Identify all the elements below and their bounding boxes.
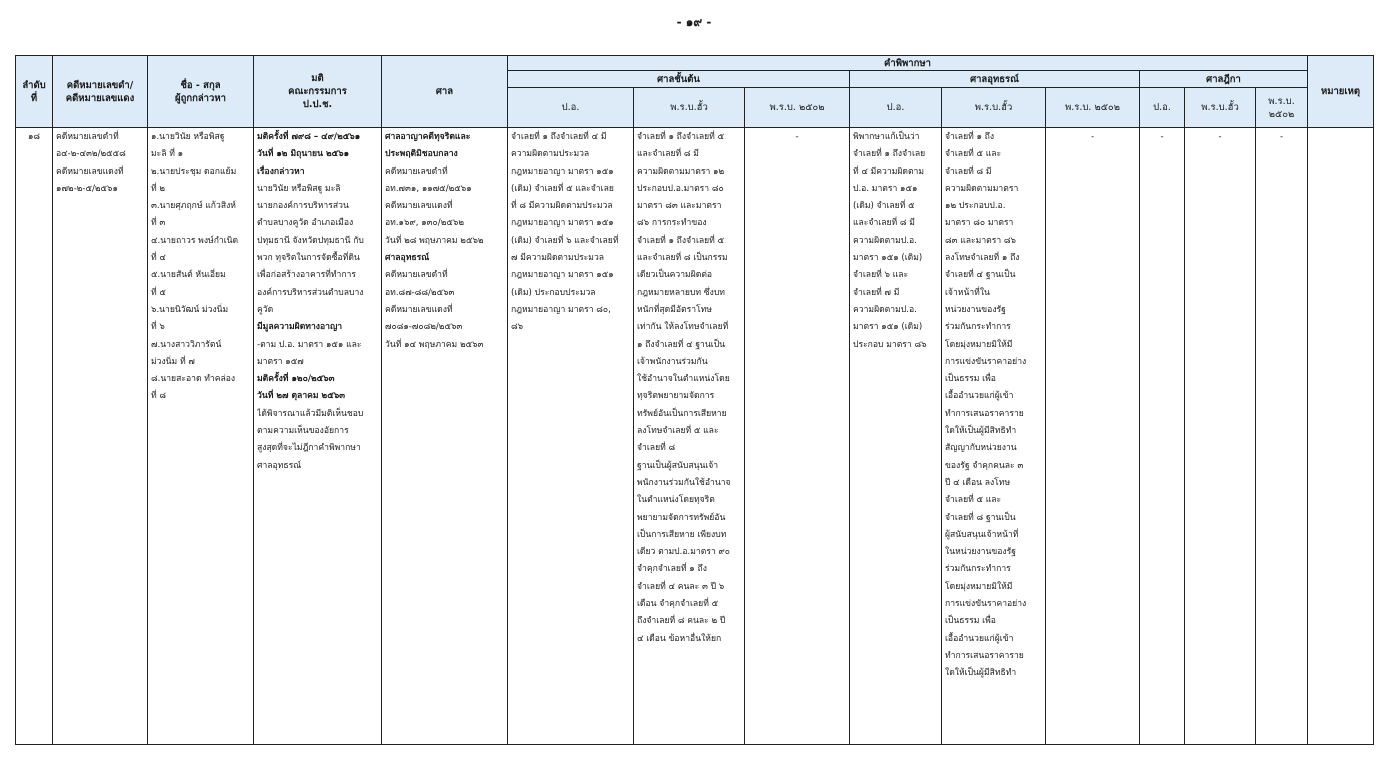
- cell-appeal-po-line: จำเลยที่ ๖ และ: [853, 270, 909, 281]
- cell-names-line: ที่ ๒: [151, 183, 166, 194]
- cell-appeal-po-line: มาตรา ๑๕๑ (เดิม): [853, 322, 923, 333]
- cell-names-line: ๕.นายสันต์ หันเอี่ยม: [151, 270, 226, 281]
- cell-resolution: [254, 128, 382, 745]
- cell-first-prb-fraud-line: ๔ เดือน ข้อหาอื่นให้ยก: [637, 633, 722, 644]
- cell-first-prb-fraud-line: ทรัพย์อันเป็นการเสียหาย: [637, 408, 727, 419]
- cell-court-line: ศาลอุทธรณ์: [385, 253, 430, 264]
- cell-appeal-prb-fraud-line: ใดให้เป็นผู้มีสิทธิทำ: [945, 668, 1017, 679]
- cell-first-prb-fraud-line: ถึงจำเลยที่ ๘ คนละ ๒ ปี: [637, 616, 726, 627]
- cell-appeal-prb-fraud-line: ความผิดตามมาตรา: [945, 183, 1019, 194]
- cell-appeal-po-line: ความผิดตามป.อ.: [853, 235, 917, 246]
- cell-appeal-prb-fraud-line: โดยมุ่งหมายมิให้มี: [945, 581, 1013, 592]
- header-appeal-po: ป.อ.: [850, 88, 942, 128]
- cell-names-line: ๘.นายสะอาด ทำคล่อง: [151, 374, 236, 385]
- cell-appeal-prb-fraud: [942, 128, 1046, 745]
- cell-resolution-line: เรื่องกล่าวหา: [257, 166, 305, 177]
- cell-appeal-prb-fraud-line: จำเลยที่ ๕ และ: [945, 495, 1002, 506]
- cell-first-po-line: กฎหมายอาญา มาตรา ๑๕๑: [511, 218, 614, 229]
- cell-appeal-prb-fraud-line: ใดให้เป็นผู้มีสิทธิทำ: [945, 426, 1017, 437]
- cell-first-prb-fraud-line: ทุจริตพยายามจัดการ: [637, 391, 715, 402]
- cell-court-line: ศาลอาญาคดีทุจริตและ: [385, 132, 471, 142]
- cell-names-line: ๗.นางสาววิภารัตน์: [151, 339, 222, 350]
- cell-court-line: คดีหมายเลขดำที่: [385, 270, 448, 281]
- header-appeal-prb-2502: พ.ร.บ. ๒๕๐๒: [1046, 88, 1140, 128]
- cell-first-prb-fraud-line: จำเลยที่ ๑ ถึงจำเลยที่ ๕: [637, 235, 725, 246]
- header-remark: หมายเหตุ: [1308, 56, 1374, 128]
- cell-appeal-prb-fraud-line: จำเลยที่ ๕ และ: [945, 149, 1002, 160]
- cell-resolution-line: วันที่ ๒๗ ตุลาคม ๒๕๖๓: [257, 391, 346, 402]
- cell-resolution-line: ปทุมธานี จังหวัดปทุมธานี กับ: [257, 235, 364, 246]
- cell-resolution-line: คูวัด: [257, 304, 274, 315]
- cell-case-no-line: ๑๗๒-๒-๕/๒๕๖๑: [56, 183, 118, 194]
- cell-first-prb-fraud-line: จำคุกจำเลยที่ ๑ ถึง: [637, 564, 707, 575]
- cell-first-prb-fraud-line: ประกอบป.อ.มาตรา ๘๐: [637, 183, 724, 194]
- cell-resolution-line: ตำบลบางคูวัด อำเภอเมือง: [257, 218, 354, 229]
- cell-first-prb-fraud-line: ใช้อำนาจในตำแหน่งโดย: [637, 374, 730, 385]
- cell-appeal-prb-fraud-line: เจ้าหน้าที่ใน: [945, 287, 990, 298]
- cell-no: ๑๘: [16, 128, 53, 745]
- header-court-first: ศาลชั้นต้น: [508, 71, 850, 88]
- cell-appeal-po: [850, 128, 942, 745]
- cell-names: [148, 128, 254, 745]
- cell-appeal-po-line: ที่ ๔ มีความผิดตาม: [853, 166, 925, 177]
- cell-appeal-po-line: ความผิดตามป.อ.: [853, 304, 917, 315]
- header-case-no: คดีหมายเลขดำ/ คดีหมายเลขแดง: [53, 56, 148, 128]
- cell-case-no-line: อ๔-๒-๔๓๒/๒๕๕๘: [56, 149, 126, 160]
- cell-court: [382, 128, 508, 745]
- cell-names-line: ที่ ๘: [151, 391, 167, 402]
- cell-resolution-line: มาตรา ๑๕๗: [257, 356, 304, 367]
- cell-appeal-prb-fraud-line: เอื้ออำนวยแก่ผู้เข้า: [945, 391, 1014, 402]
- cell-appeal-prb-fraud-line: ผู้สนับสนุนเจ้าหน้าที่: [945, 529, 1019, 540]
- cell-names-line: ๒.นายประชุม ดอกแย้ม: [151, 166, 237, 177]
- cell-resolution-line: สูงสุดที่จะไม่ฎีกาคำพิพากษา: [257, 443, 361, 454]
- cell-supreme-prb-fraud: -: [1185, 128, 1256, 745]
- cell-first-po-line: จำเลยที่ ๑ ถึงจำเลยที่ ๔ มี: [511, 132, 607, 142]
- cell-names-line: มะลิ ที่ ๑: [151, 149, 184, 160]
- cell-first-po-line: กฎหมายอาญา มาตรา ๑๕๑: [511, 270, 614, 281]
- header-appeal-prb-fraud: พ.ร.บ.ฮั้ว: [942, 88, 1046, 128]
- cell-appeal-prb-fraud-line: มาตรา ๘๐ มาตรา: [945, 218, 1014, 229]
- cell-resolution-line: นายกองค์การบริหารส่วน: [257, 201, 349, 212]
- cell-appeal-prb-fraud-line: เป็นธรรม เพื่อ: [945, 616, 996, 627]
- cell-first-po-line: (เดิม) จำเลยที่ ๖ และจำเลยที่: [511, 235, 619, 246]
- cell-case-no-line: คดีหมายเลขดำที่: [56, 132, 119, 142]
- cell-court-line: วันที่ ๑๔ พฤษภาคม ๒๕๖๓: [385, 339, 484, 350]
- cell-resolution-line: ได้พิจารณาแล้วมีมติเห็นชอบ: [257, 408, 364, 419]
- cell-appeal-prb-fraud-line: ร่วมกันกระทำการ: [945, 322, 1011, 333]
- header-resolution: มติ คณะกรรมการ ป.ป.ช.: [254, 56, 382, 128]
- cell-names-line: ๖.นายนิวัฒน์ ม่วงนิ่ม: [151, 304, 229, 315]
- cell-appeal-prb-fraud-line: เป็นธรรม เพื่อ: [945, 374, 996, 385]
- cell-resolution-line: ศาลอุทธรณ์: [257, 460, 302, 471]
- cell-resolution-line: นายวินัย หรือพิสฐู มะลิ: [257, 183, 341, 194]
- cell-first-prb-fraud: [634, 128, 745, 745]
- cell-resolution-line: มีมูลความผิดทางอาญา: [257, 322, 343, 333]
- cell-supreme-prb-2502: -: [1256, 128, 1308, 745]
- cell-first-prb-fraud-line: จำเลยที่ ๘: [637, 443, 676, 454]
- cell-court-line: อท.๑๖๙, ๑๓๐/๒๕๖๒: [385, 218, 464, 229]
- cell-resolution-line: มติครั้งที่ ๑๒๐/๒๕๖๓: [257, 374, 335, 385]
- cell-first-prb-fraud-line: จำเลยที่ ๔ คนละ ๓ ปี ๖: [637, 581, 725, 592]
- header-judgment: คำพิพากษา: [508, 56, 1308, 71]
- cell-court-line: วันที่ ๒๘ พฤษภาคม ๒๕๖๒: [385, 235, 484, 246]
- cell-appeal-prb-fraud-line: ลงโทษจำเลยที่ ๑ ถึง: [945, 253, 1020, 264]
- cell-resolution-line: พวก ทุจริตในการจัดซื้อที่ดิน: [257, 253, 360, 264]
- cell-appeal-prb-fraud-line: ทำการเสนอราคาราย: [945, 408, 1024, 419]
- cell-first-prb-fraud-line: เดียวเป็นความผิดต่อ: [637, 270, 713, 281]
- cell-first-po-line: (เดิม) ประกอบประมวล: [511, 287, 596, 298]
- cell-first-prb-fraud-line: มาตรา ๘๓ และมาตรา: [637, 201, 722, 212]
- cell-resolution-line: ตามความเห็นของอัยการ: [257, 426, 349, 437]
- header-names: ชื่อ - สกุล ผู้ถูกกล่าวหา: [148, 56, 254, 128]
- cell-resolution-line: องค์การบริหารส่วนตำบลบาง: [257, 287, 364, 298]
- cell-case-no-line: คดีหมายเลขแดงที่: [56, 166, 124, 177]
- cell-appeal-po-line: จำเลยที่ ๑ ถึงจำเลย: [853, 149, 926, 160]
- cell-appeal-prb-fraud-line: จำเลยที่ ๑ ถึง: [945, 132, 995, 142]
- cell-names-line: ๑.นายวินัย หรือพิสฐู: [151, 132, 225, 142]
- header-first-prb-fraud: พ.ร.บ.ฮั้ว: [634, 88, 745, 128]
- cell-appeal-prb-fraud-line: ร่วมกันกระทำการ: [945, 564, 1011, 575]
- cell-names-line: ๔.นายถาวร พงษ์กำเนิด: [151, 235, 239, 246]
- cell-appeal-prb-fraud-line: โดยมุ่งหมายมิให้มี: [945, 339, 1013, 350]
- cell-first-prb-fraud-line: และจำเลยที่ ๘ เป็นกรรม: [637, 253, 728, 264]
- cell-appeal-prb-fraud-line: ในหน่วยงานของรัฐ: [945, 547, 1016, 558]
- cell-first-prb-fraud-line: เท่ากัน ให้ลงโทษจำเลยที่: [637, 322, 729, 333]
- cell-names-line: ๓.นายศุภฤกษ์ แก้วสิงห์: [151, 201, 236, 212]
- header-no: ลำดับ ที่: [16, 56, 53, 128]
- cell-names-line: ม่วงนิ่ม ที่ ๗: [151, 356, 195, 367]
- cell-appeal-prb-2502: -: [1046, 128, 1140, 745]
- cell-first-prb-fraud-line: เดือน จำคุกจำเลยที่ ๕: [637, 599, 719, 610]
- cell-first-po-line: ๗ มีความผิดตามประมวล: [511, 253, 605, 264]
- header-court: ศาล: [382, 56, 508, 128]
- cell-resolution-line: มติครั้งที่ ๗๙๘ – ๔๙/๒๕๖๑: [257, 132, 361, 142]
- cell-court-line: อท.๗๓๑, ๑๑๗๕/๒๕๖๑: [385, 183, 472, 194]
- cell-first-po-line: กฎหมายอาญา มาตรา ๘๐,: [511, 304, 611, 315]
- cell-first-prb-fraud-line: พยายามจัดการทรัพย์อัน: [637, 512, 726, 523]
- cell-appeal-prb-fraud-line: สัญญากับหน่วยงาน: [945, 443, 1017, 454]
- cell-appeal-prb-fraud-line: การแข่งขันราคาอย่าง: [945, 599, 1027, 610]
- cell-first-prb-fraud-line: จำเลยที่ ๑ ถึงจำเลยที่ ๕: [637, 132, 725, 142]
- cell-first-prb-fraud-line: ความผิดตามมาตรา ๑๒: [637, 166, 725, 177]
- cell-appeal-po-line: ป.อ. มาตรา ๑๕๑: [853, 183, 918, 194]
- cell-appeal-prb-fraud-line: หน่วยงานของรัฐ: [945, 304, 1006, 315]
- header-first-po: ป.อ.: [508, 88, 634, 128]
- cell-names-line: ที่ ๔: [151, 253, 166, 264]
- cell-court-line: อท.๘๗-๘๘/๒๕๖๓: [385, 287, 455, 298]
- cell-first-po-line: ที่ ๘ มีความผิดตามประมวล: [511, 201, 613, 212]
- cell-first-po-line: (เดิม) จำเลยที่ ๕ และจำเลย: [511, 183, 614, 194]
- cell-appeal-po-line: (เดิม) จำเลยที่ ๕: [853, 201, 915, 212]
- cell-appeal-prb-fraud-line: จำเลยที่ ๔ ฐานเป็น: [945, 270, 1016, 281]
- header-supreme-prb-fraud: พ.ร.บ.ฮั้ว: [1185, 88, 1256, 128]
- cell-supreme-po: -: [1140, 128, 1185, 745]
- cell-appeal-prb-fraud-line: เอื้ออำนวยแก่ผู้เข้า: [945, 633, 1014, 644]
- cell-appeal-po-line: มาตรา ๑๕๑ (เดิม): [853, 253, 923, 264]
- cell-first-prb-fraud-line: เดียว ตามป.อ.มาตรา ๙๐: [637, 547, 731, 558]
- header-supreme-po: ป.อ.: [1140, 88, 1185, 128]
- cell-appeal-po-line: จำเลยที่ ๗ มี: [853, 287, 900, 298]
- cell-appeal-po-line: และจำเลยที่ ๘ มี: [853, 218, 915, 229]
- cell-first-prb-fraud-line: ๑ ถึงจำเลยที่ ๔ ฐานเป็น: [637, 339, 726, 350]
- cell-resolution-line: -ตาม ป.อ. มาตรา ๑๕๑ และ: [257, 339, 362, 350]
- header-court-appeal: ศาลอุทธรณ์: [850, 71, 1140, 88]
- header-first-prb-2502: พ.ร.บ. ๒๕๐๒: [745, 88, 850, 128]
- cell-appeal-prb-fraud-line: ปี ๔ เดือน ลงโทษ: [945, 477, 1011, 488]
- cell-appeal-prb-fraud-line: จำเลยที่ ๘ มี: [945, 166, 992, 177]
- cell-court-line: คดีหมายเลขแดงที่: [385, 304, 453, 315]
- cell-resolution-line: วันที่ ๑๒ มิถุนายน ๒๕๖๑: [257, 149, 350, 160]
- cell-first-po-line: กฎหมายอาญา มาตรา ๑๕๑: [511, 166, 614, 177]
- cell-first-prb-2502: -: [745, 128, 850, 745]
- cell-first-prb-fraud-line: เจ้าพนักงานร่วมกัน: [637, 356, 708, 367]
- cell-appeal-prb-fraud-line: ๑๒ ประกอบป.อ.: [945, 201, 1006, 212]
- header-supreme-prb-2502: พ.ร.บ. ๒๕๐๒: [1256, 88, 1308, 128]
- table-row: [16, 128, 1374, 745]
- cell-appeal-prb-fraud-line: ๘๓ และมาตรา ๘๖: [945, 235, 1016, 246]
- cell-first-prb-fraud-line: กฎหมายหลายบท ซึ่งบท: [637, 287, 725, 298]
- judgment-table: [15, 55, 1374, 745]
- cell-first-prb-fraud-line: หนักที่สุดมีอัตราโทษ: [637, 304, 713, 315]
- page-number: - ๑๙ -: [676, 15, 712, 29]
- cell-first-po-line: ๘๖: [511, 322, 524, 333]
- cell-case-no: [53, 128, 148, 745]
- cell-first-po-line: ความผิดตามประมวล: [511, 149, 590, 160]
- cell-court-line: ประพฤติมิชอบกลาง: [385, 149, 458, 160]
- cell-remark: [1308, 128, 1374, 745]
- cell-first-prb-fraud-line: และจำเลยที่ ๘ มี: [637, 149, 699, 160]
- cell-appeal-prb-fraud-line: ทำการเสนอราคาราย: [945, 650, 1024, 661]
- cell-court-line: ๗๐๘๑-๗๐๘๒/๒๕๖๓: [385, 322, 463, 333]
- cell-appeal-prb-fraud-line: จำเลยที่ ๘ ฐานเป็น: [945, 512, 1016, 523]
- cell-first-prb-fraud-line: ฐานเป็นผู้สนับสนุนเจ้า: [637, 460, 719, 471]
- cell-names-line: ที่ ๖: [151, 322, 165, 333]
- cell-first-prb-fraud-line: พนักงานร่วมกันใช้อำนาจ: [637, 477, 731, 488]
- cell-first-prb-fraud-line: ๘๖ การกระทำของ: [637, 218, 707, 229]
- cell-first-po: [508, 128, 634, 745]
- cell-names-line: ที่ ๕: [151, 287, 166, 298]
- cell-first-prb-fraud-line: เป็นการเสียหาย เพียงบท: [637, 529, 727, 540]
- cell-first-prb-fraud-line: ลงโทษจำเลยที่ ๕ และ: [637, 426, 719, 437]
- cell-appeal-prb-fraud-line: ของรัฐ จำคุกคนละ ๓: [945, 460, 1024, 471]
- cell-first-prb-fraud-line: ในตำแหน่งโดยทุจริต: [637, 495, 715, 506]
- cell-names-line: ที่ ๓: [151, 218, 166, 229]
- cell-appeal-po-line: พิพากษาแก้เป็นว่า: [853, 132, 920, 142]
- cell-resolution-line: เพื่อก่อสร้างอาคารที่ทำการ: [257, 270, 356, 281]
- cell-court-line: คดีหมายเลขดำที่: [385, 166, 448, 177]
- header-court-supreme: ศาลฎีกา: [1140, 71, 1308, 88]
- cell-appeal-prb-fraud-line: การแข่งขันราคาอย่าง: [945, 356, 1027, 367]
- cell-court-line: คดีหมายเลขแดงที่: [385, 201, 453, 212]
- cell-appeal-po-line: ประกอบ มาตรา ๘๖: [853, 339, 927, 350]
